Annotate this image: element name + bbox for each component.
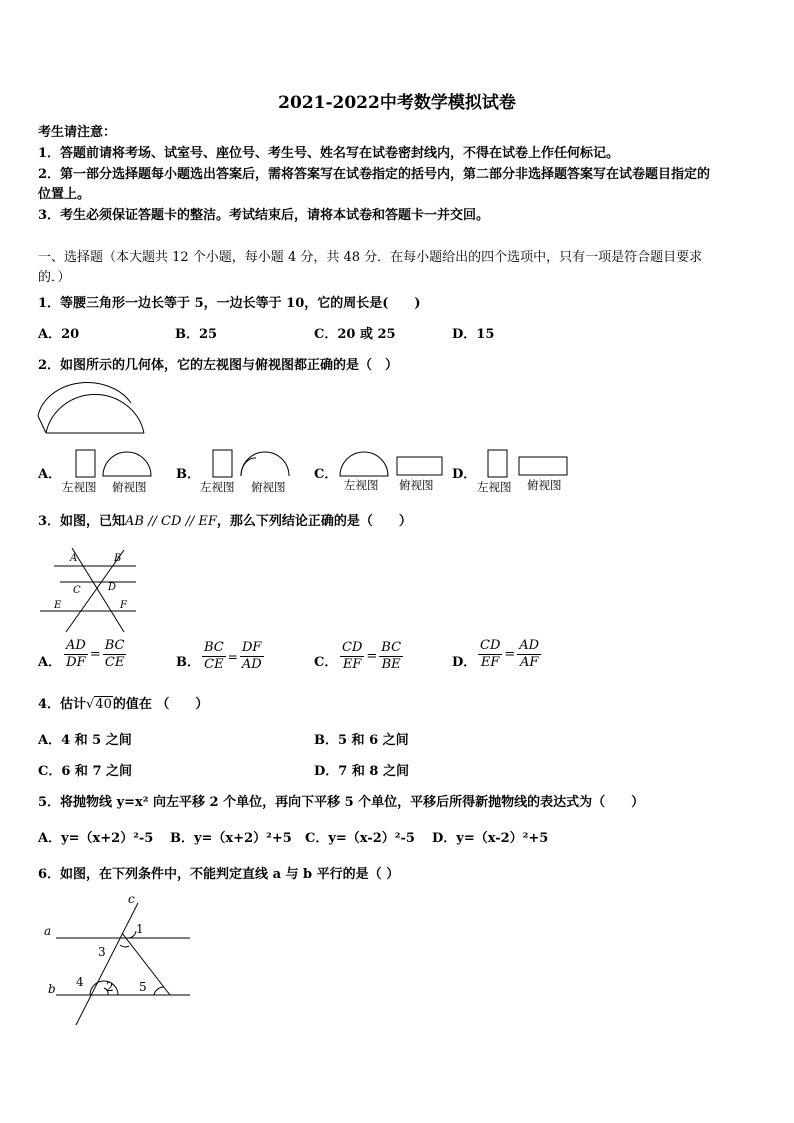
q3-option-b-letter: B． xyxy=(176,655,200,670)
q5-option-d: D．y=（x-2）²+5 xyxy=(432,831,549,846)
q6-label-3: 3 xyxy=(98,945,106,959)
q5-option-a: A．y=（x+2）²-5 xyxy=(38,831,154,846)
q3-label-a: A xyxy=(70,553,78,564)
q2-c-top-view xyxy=(396,456,444,478)
section-heading-cont: 的．） xyxy=(38,270,71,285)
q2-option-c: C． xyxy=(314,467,338,482)
q6-transversal-figure xyxy=(42,893,197,1028)
q2-c-left-caption: 左视图 xyxy=(344,478,379,492)
q2-b-left-view xyxy=(212,449,234,479)
q3-stem-suffix: ，那么下列结论正确的是（ ） xyxy=(216,514,412,529)
q3-stem-prefix: 3．如图，已知 xyxy=(38,514,126,529)
q2-c-left-view xyxy=(339,450,391,478)
q6-label-b: b xyxy=(48,982,56,996)
q6-label-1: 1 xyxy=(136,922,144,936)
sqrt-symbol: √ xyxy=(86,697,95,712)
question-5-stem: 5．将抛物线 y=x² 向左平移 2 个单位，再向下平移 5 个单位，平移后所得新抛物线的表达式为（ ） xyxy=(38,795,645,810)
q2-a-left-caption: 左视图 xyxy=(62,480,97,494)
notice-item-2: 2．第一部分选择题每小题选出答案后，需将答案写在试卷指定的括号内，第二部分非选择题答案写在试卷题目指定的 xyxy=(38,167,711,182)
fraction: $\frac{AD}{AF}$ xyxy=(519,638,540,670)
q3-label-b: B xyxy=(114,553,122,564)
q2-a-top-view xyxy=(102,450,152,478)
q2-d-left-view xyxy=(487,449,509,479)
q2-a-left-view xyxy=(75,449,97,479)
q2-b-top-view xyxy=(240,450,292,478)
section-heading: 一、选择题（本大题共 12 个小题，每小题 4 分，共 48 分．在每小题给出的四个选项中，只有一项是符合题目要求 xyxy=(38,250,703,265)
q3-option-d: $\frac{CD}{EF}$ = $\frac{AD}{AF}$ xyxy=(480,638,540,670)
q3-option-a-letter: A． xyxy=(38,655,62,670)
q3-label-f: F xyxy=(120,600,127,611)
notice-item-3: 3．考生必须保证答题卡的整洁。考试结束后，请将本试卷和答题卡一并交回。 xyxy=(38,208,490,223)
q4-option-d: D．7 和 8 之间 xyxy=(314,764,409,779)
question-6-stem: 6．如图，在下列条件中，不能判定直线 a 与 b 平行的是（ ） xyxy=(38,867,400,882)
page-title: 2021-2022中考数学模拟试卷 xyxy=(278,93,516,113)
q2-c-top-caption: 俯视图 xyxy=(399,478,434,492)
question-3-stem xyxy=(38,510,412,529)
q2-option-a: A． xyxy=(38,467,62,482)
q2-option-d: D． xyxy=(452,467,477,482)
notice-heading: 考生请注意： xyxy=(38,125,117,140)
notice-item-2-cont: 位置上。 xyxy=(38,187,91,202)
question-4-stem xyxy=(38,693,208,712)
question-1-stem: 1．等腰三角形一边长等于 5，一边长等于 10，它的周长是( ) xyxy=(38,296,421,311)
q6-label-a: a xyxy=(44,924,52,938)
q3-option-b: $\frac{BC}{CE}$ = $\frac{DF}{AD}$ xyxy=(204,640,262,672)
q4-radicand: 40 xyxy=(95,697,112,712)
q2-b-left-caption: 左视图 xyxy=(200,480,235,494)
q3-option-c-letter: C． xyxy=(314,655,338,670)
q2-d-left-caption: 左视图 xyxy=(477,480,512,494)
q1-option-b: B．25 xyxy=(175,327,218,342)
q3-option-d-letter: D． xyxy=(452,655,477,670)
fraction: $\frac{AD}{DF}$ xyxy=(66,638,86,670)
q2-d-top-view xyxy=(518,456,570,478)
q5-option-b: B．y=（x+2）²+5 xyxy=(170,831,292,846)
q3-label-e: E xyxy=(54,600,62,611)
q3-option-a: $\frac{AD}{DF}$ = $\frac{BC}{CE}$ xyxy=(66,638,125,670)
q1-option-d: D．15 xyxy=(452,327,495,342)
q5-option-c: C．y=（x-2）²-5 xyxy=(305,831,415,846)
fraction: $\frac{CD}{EF}$ xyxy=(342,640,363,672)
notice-item-1: 1．答题前请将考场、试室号、座位号、考生号、姓名写在试卷密封线内，不得在试卷上作任何标记。 xyxy=(38,146,620,161)
q4-option-c: C．6 和 7 之间 xyxy=(38,764,133,779)
q3-label-c: C xyxy=(73,585,81,596)
question-2-stem: 2．如图所示的几何体，它的左视图与俯视图都正确的是（ ） xyxy=(38,358,399,373)
q4-stem-suffix: 的值在 （ ） xyxy=(112,697,209,712)
q3-option-c: $\frac{CD}{EF}$ = $\frac{BC}{BE}$ xyxy=(342,640,402,672)
q4-option-a: A．4 和 5 之间 xyxy=(38,733,132,748)
q2-b-top-caption: 俯视图 xyxy=(251,480,286,494)
q6-label-2: 2 xyxy=(106,980,114,994)
q4-stem-prefix: 4．估计 xyxy=(38,697,87,712)
q2-solid-figure xyxy=(36,378,148,438)
q3-parallel-lines-figure xyxy=(40,540,145,640)
fraction: $\frac{BC}{CE}$ xyxy=(204,640,224,672)
q3-label-d: D xyxy=(108,582,117,593)
q2-option-b: B． xyxy=(176,467,200,482)
q6-label-5: 5 xyxy=(139,980,147,994)
fraction: $\frac{DF}{AD}$ xyxy=(241,640,262,672)
fraction: $\frac{CD}{EF}$ xyxy=(480,638,501,670)
q2-d-top-caption: 俯视图 xyxy=(527,478,562,492)
q2-a-top-caption: 俯视图 xyxy=(112,480,147,494)
q6-label-4: 4 xyxy=(76,975,84,989)
fraction: $\frac{BC}{CE}$ xyxy=(104,638,125,670)
q3-stem-math: AB // CD // EF xyxy=(125,514,217,529)
q4-option-b: B．5 和 6 之间 xyxy=(314,733,409,748)
q6-label-c: c xyxy=(128,892,135,906)
q1-option-a: A．20 xyxy=(38,327,80,342)
q1-option-c: C．20 或 25 xyxy=(314,327,396,342)
fraction: $\frac{BC}{BE}$ xyxy=(381,640,402,672)
